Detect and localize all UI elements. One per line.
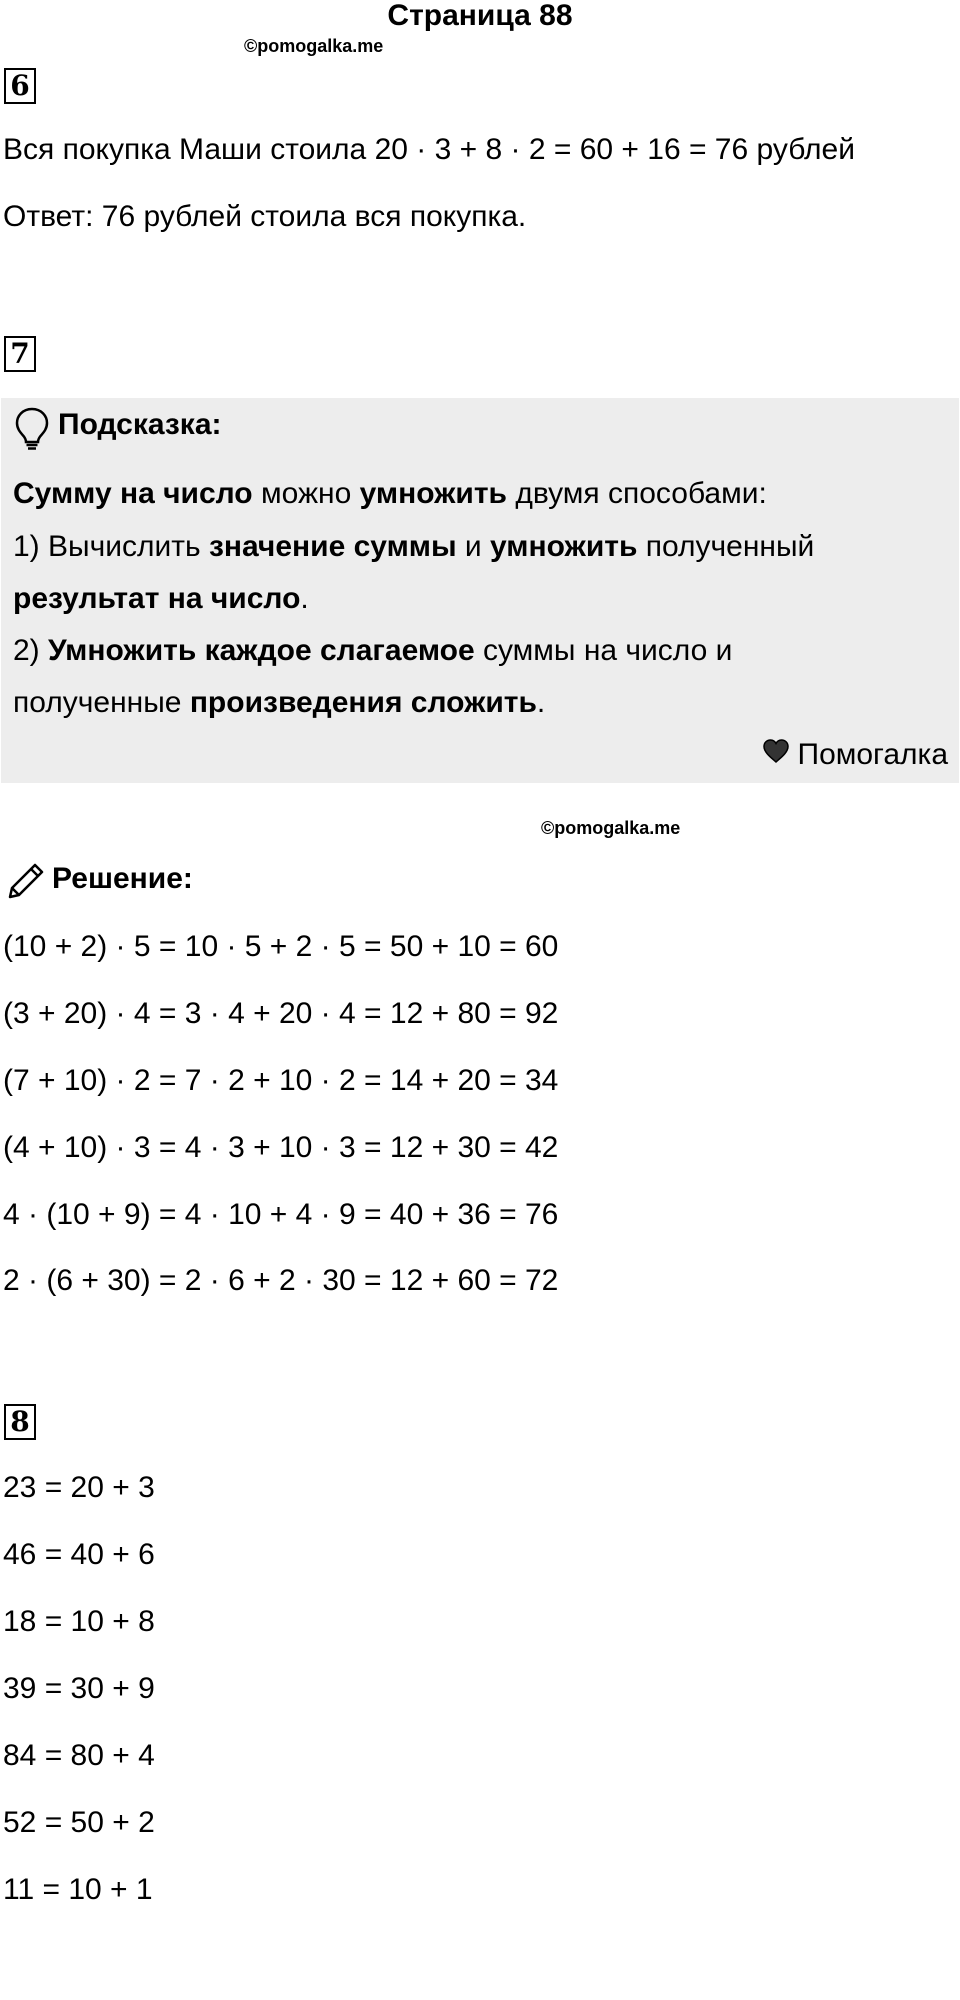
task6-answer: Ответ: 76 рублей стоила вся покупка. — [3, 200, 527, 233]
hint-line-4 — [13, 632, 732, 670]
watermark-top: ©pomogalka.me — [244, 36, 384, 56]
hint-text: и — [456, 530, 491, 563]
lightbulb-icon — [13, 406, 51, 450]
decomposition-line: 23 = 20 + 3 — [3, 1471, 155, 1504]
hint-text: . — [300, 582, 309, 615]
heart-icon — [762, 736, 790, 774]
hint-bold-text: значение суммы — [208, 530, 457, 563]
brand-label — [762, 736, 949, 774]
solution-line: (4 + 10) · 3 = 4 · 3 + 10 · 3 = 12 + 30 = 42 — [3, 1131, 559, 1164]
hint-title: Подсказка: — [58, 408, 222, 441]
watermark-middle: ©pomogalka.me — [541, 818, 681, 838]
hint-text: суммы на число и — [474, 634, 733, 667]
hint-line-1 — [13, 475, 767, 513]
hint-text: . — [536, 686, 546, 719]
task-number-6: 6 — [4, 68, 36, 104]
hint-line-3 — [13, 580, 309, 618]
hint-bold-text: результат на число — [13, 582, 301, 615]
decomposition-line: 46 = 40 + 6 — [3, 1538, 155, 1571]
hint-bold-text: умножить — [359, 477, 507, 510]
hint-line-5 — [13, 684, 545, 722]
task-number-8: 8 — [4, 1404, 36, 1440]
hint-bold-text: Умножить каждое слагаемое — [48, 634, 475, 667]
solution-line: (3 + 20) · 4 = 3 · 4 + 20 · 4 = 12 + 80 = 92 — [3, 997, 559, 1030]
hint-bold-text: произведения сложить — [189, 686, 537, 719]
solution-line: 4 · (10 + 9) = 4 · 10 + 4 · 9 = 40 + 36 = 76 — [3, 1198, 559, 1231]
hint-text: 1) Вычислить — [13, 530, 209, 563]
hint-text: можно — [252, 477, 360, 510]
decomposition-line: 84 = 80 + 4 — [3, 1739, 155, 1772]
task6-line: Вся покупка Маши стоила 20 · 3 + 8 · 2 = 60 + 16 = 76 рублей — [3, 133, 855, 166]
hint-bold-text: Сумму на число — [13, 477, 253, 510]
decomposition-line: 11 = 10 + 1 — [3, 1873, 153, 1906]
hint-bold-text: умножить — [490, 530, 638, 563]
solution-line: (7 + 10) · 2 = 7 · 2 + 10 · 2 = 14 + 20 = 34 — [3, 1064, 559, 1097]
page-title: Страница 88 — [387, 0, 573, 32]
pencil-icon — [6, 858, 48, 900]
hint-text: 2) — [13, 634, 49, 667]
hint-text: полученный — [637, 530, 815, 563]
hint-text: полученные — [13, 686, 190, 719]
task-number-7: 7 — [4, 336, 36, 372]
hint-text: двумя способами: — [507, 477, 767, 510]
brand-name: Помогалка — [797, 738, 948, 771]
solution-line: (10 + 2) · 5 = 10 · 5 + 2 · 5 = 50 + 10 = 60 — [3, 930, 559, 963]
hint-line-2 — [13, 528, 814, 566]
decomposition-line: 18 = 10 + 8 — [3, 1605, 155, 1638]
solution-line: 2 · (6 + 30) = 2 · 6 + 2 · 30 = 12 + 60 = 72 — [3, 1264, 559, 1297]
decomposition-line: 52 = 50 + 2 — [3, 1806, 155, 1839]
solution-title: Решение: — [52, 862, 193, 895]
decomposition-line: 39 = 30 + 9 — [3, 1672, 155, 1705]
